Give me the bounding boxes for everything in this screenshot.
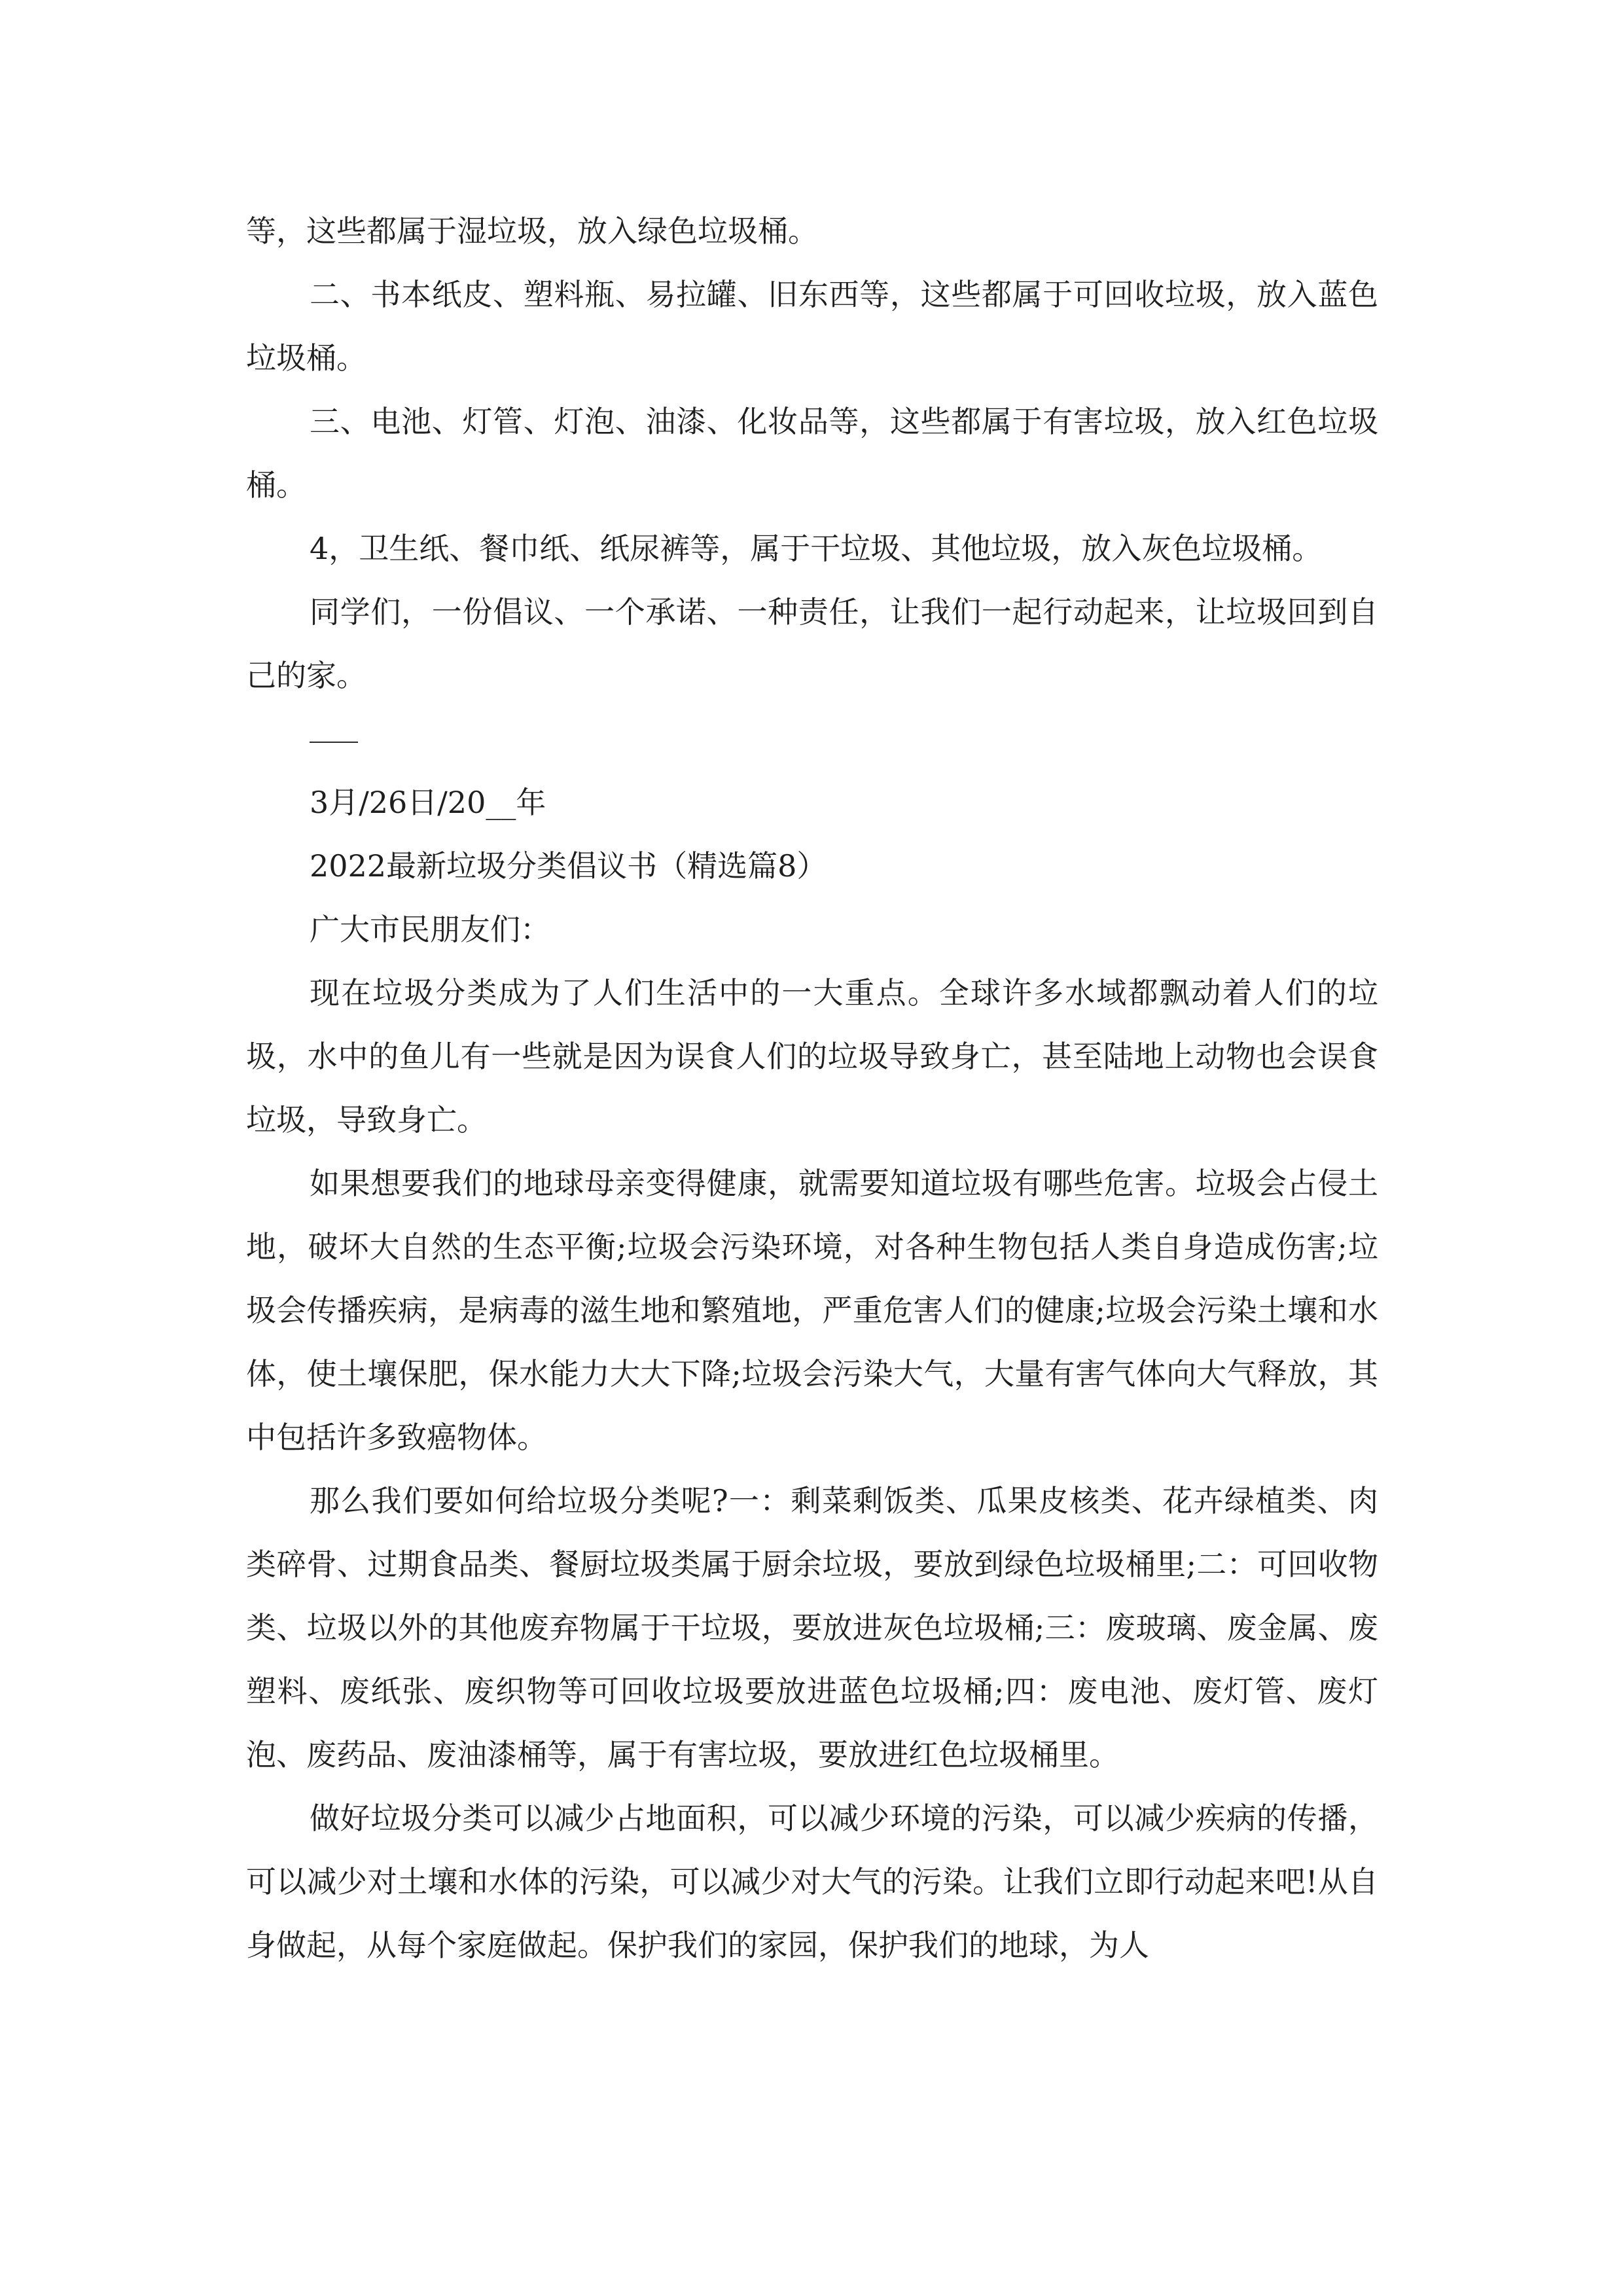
paragraph-intro: 现在垃圾分类成为了人们生活中的一大重点。全球许多水域都飘动着人们的垃圾，水中的鱼儿有一些就是因为误食人们的垃圾导致身亡，甚至陆地上动物也会误食垃圾，导致身亡。: [246, 975, 1378, 1138]
paragraph-wet-waste-end: 等，这些都属于湿垃圾，放入绿色垃圾桶。: [246, 213, 818, 249]
paragraph-hazardous: 三、电池、灯管、灯泡、油漆、化妆品等，这些都属于有害垃圾，放入红色垃圾桶。: [246, 404, 1378, 503]
section-heading: 2022最新垃圾分类倡议书（精选篇8）: [310, 848, 827, 884]
document-body: [246, 200, 1378, 1977]
salutation: 广大市民朋友们：: [310, 912, 550, 947]
paragraph-benefits: 做好垃圾分类可以减少占地面积，可以减少环境的污染，可以减少疾病的传播，可以减少对土壤和水体的污染，可以减少对大气的污染。让我们立即行动起来吧!从自身做起，从每个家庭做起。保护我们的家园，保护我们的地球，为人: [246, 1801, 1378, 1963]
paragraph-closing-appeal: 同学们，一份倡议、一个承诺、一种责任，让我们一起行动起来，让垃圾回到自己的家。: [246, 594, 1378, 693]
date-line: 3月/26日/20__年: [310, 785, 546, 820]
paragraph-hazards: 如果想要我们的地球母亲变得健康，就需要知道垃圾有哪些危害。垃圾会占侵土地，破坏大自然的生态平衡;垃圾会污染环境，对各种生物包括人类自身造成伤害;垃圾会传播疾病，是病毒的滋生地和繁殖地，严重危害人们的健康;垃圾会污染土壤和水体，使土壤保肥，保水能力大大下降;垃圾会污染大气，大量有害气体向大气释放，其中包括许多致癌物体。: [246, 1166, 1378, 1455]
signature-line: [310, 708, 1378, 771]
paragraph-how-to-sort: 那么我们要如何给垃圾分类呢?一：剩菜剩饭类、瓜果皮核类、花卉绿植类、肉类碎骨、过期食品类、餐厨垃圾类属于厨余垃圾，要放到绿色垃圾桶里;二：可回收物类、垃圾以外的其他废弃物属于干垃圾，要放进灰色垃圾桶;三：废玻璃、废金属、废塑料、废纸张、废织物等可回收垃圾要放进蓝色垃圾桶;四：废电池、废灯管、废灯泡、废药品、废油漆桶等，属于有害垃圾，要放进红色垃圾桶里。: [246, 1483, 1378, 1772]
paragraph-recyclable: 二、书本纸皮、塑料瓶、易拉罐、旧东西等，这些都属于可回收垃圾，放入蓝色垃圾桶。: [246, 277, 1378, 376]
paragraph-dry-waste: 4，卫生纸、餐巾纸、纸尿裤等，属于干垃圾、其他垃圾，放入灰色垃圾桶。: [310, 531, 1323, 566]
